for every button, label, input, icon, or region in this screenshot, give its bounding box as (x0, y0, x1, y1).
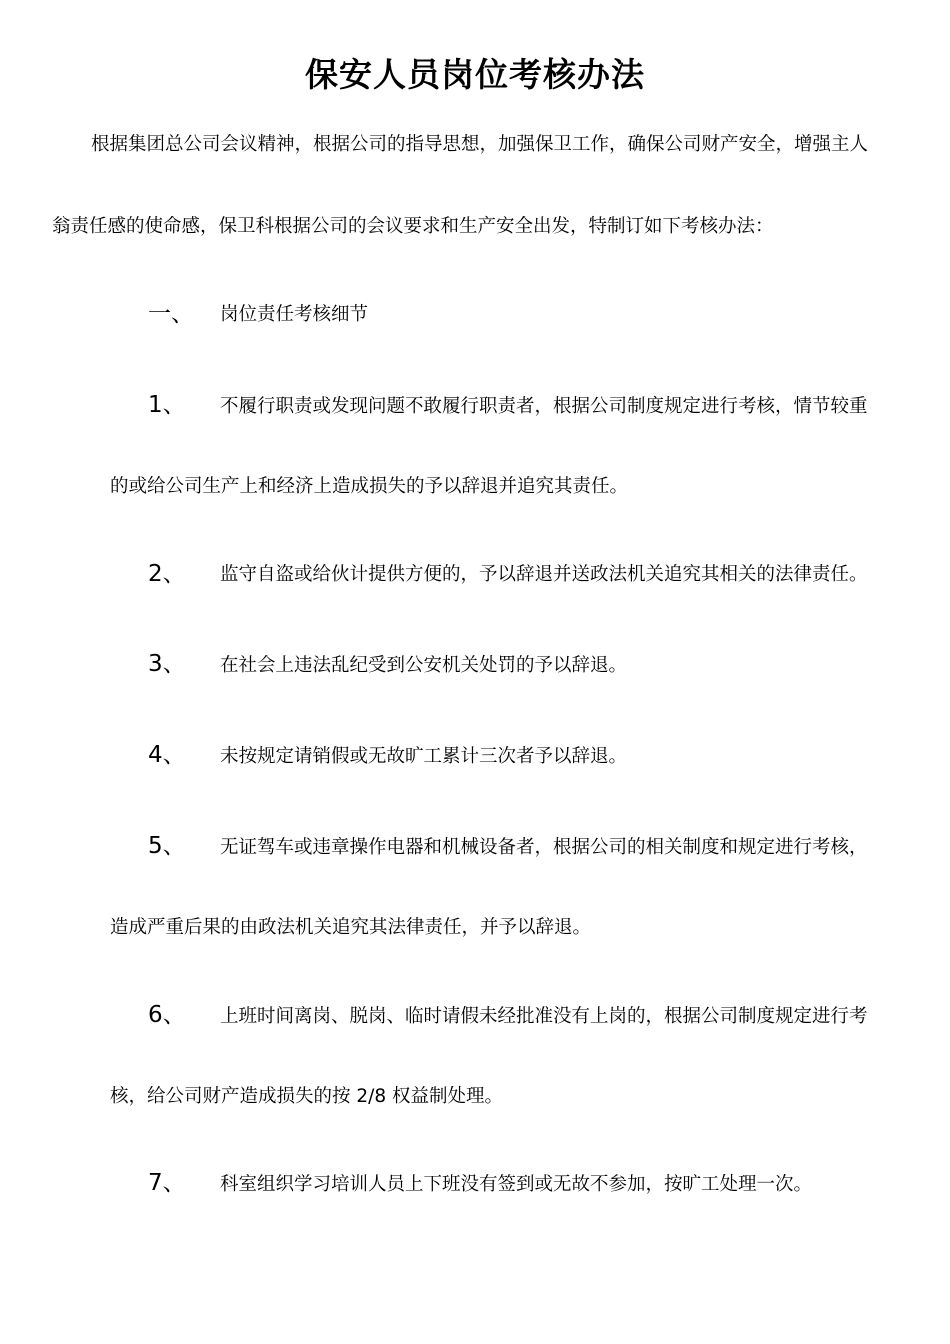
item-3-line-1: 在社会上违法乱纪受到公安机关处罚的予以辞退。 (220, 655, 628, 676)
item-6-line-1: 上班时间离岗、脱岗、临时请假未经批准没有上岗的，根据公司制度规定进行考 (220, 1006, 868, 1027)
section-marker: 一、 (148, 301, 194, 327)
item-3-marker: 3、 (148, 651, 186, 677)
item-5-marker: 5、 (148, 833, 186, 859)
intro-line-1: 根据集团总公司会议精神，根据公司的指导思想，加强保卫工作，确保公司财产安全，增强主人 (91, 134, 869, 155)
section-heading: 岗位责任考核细节 (220, 304, 369, 325)
item-1-line-1: 不履行职责或发现问题不敢履行职责者，根据公司制度规定进行考核，情节较重 (220, 396, 868, 417)
item-7-marker: 7、 (148, 1170, 186, 1196)
item-1-line-2: 的或给公司生产上和经济上造成损失的予以辞退并追究其责任。 (110, 476, 629, 497)
intro-line-2: 翁责任感的使命感，保卫科根据公司的会议要求和生产安全出发，特制订如下考核办法： (52, 216, 774, 237)
item-7-line-1: 科室组织学习培训人员上下班没有签到或无故不参加，按旷工处理一次。 (220, 1174, 813, 1195)
item-2-line-1: 监守自盗或给伙计提供方便的，予以辞退并送政法机关追究其相关的法律责任。 (220, 564, 868, 585)
item-6-marker: 6、 (148, 1002, 186, 1028)
item-1-marker: 1、 (148, 392, 186, 418)
item-6-line-2: 核，给公司财产造成损失的按 2/8 权益制处理。 (110, 1086, 504, 1107)
item-5-line-1: 无证驾车或违章操作电器和机械设备者，根据公司的相关制度和规定进行考核， (220, 837, 868, 858)
item-5-line-2: 造成严重后果的由政法机关追究其法律责任，并予以辞退。 (110, 917, 592, 938)
item-4-line-1: 未按规定请销假或无故旷工累计三次者予以辞退。 (220, 746, 628, 767)
item-2-marker: 2、 (148, 561, 186, 587)
document-title: 保安人员岗位考核办法 (305, 55, 645, 94)
item-4-marker: 4、 (148, 742, 186, 768)
